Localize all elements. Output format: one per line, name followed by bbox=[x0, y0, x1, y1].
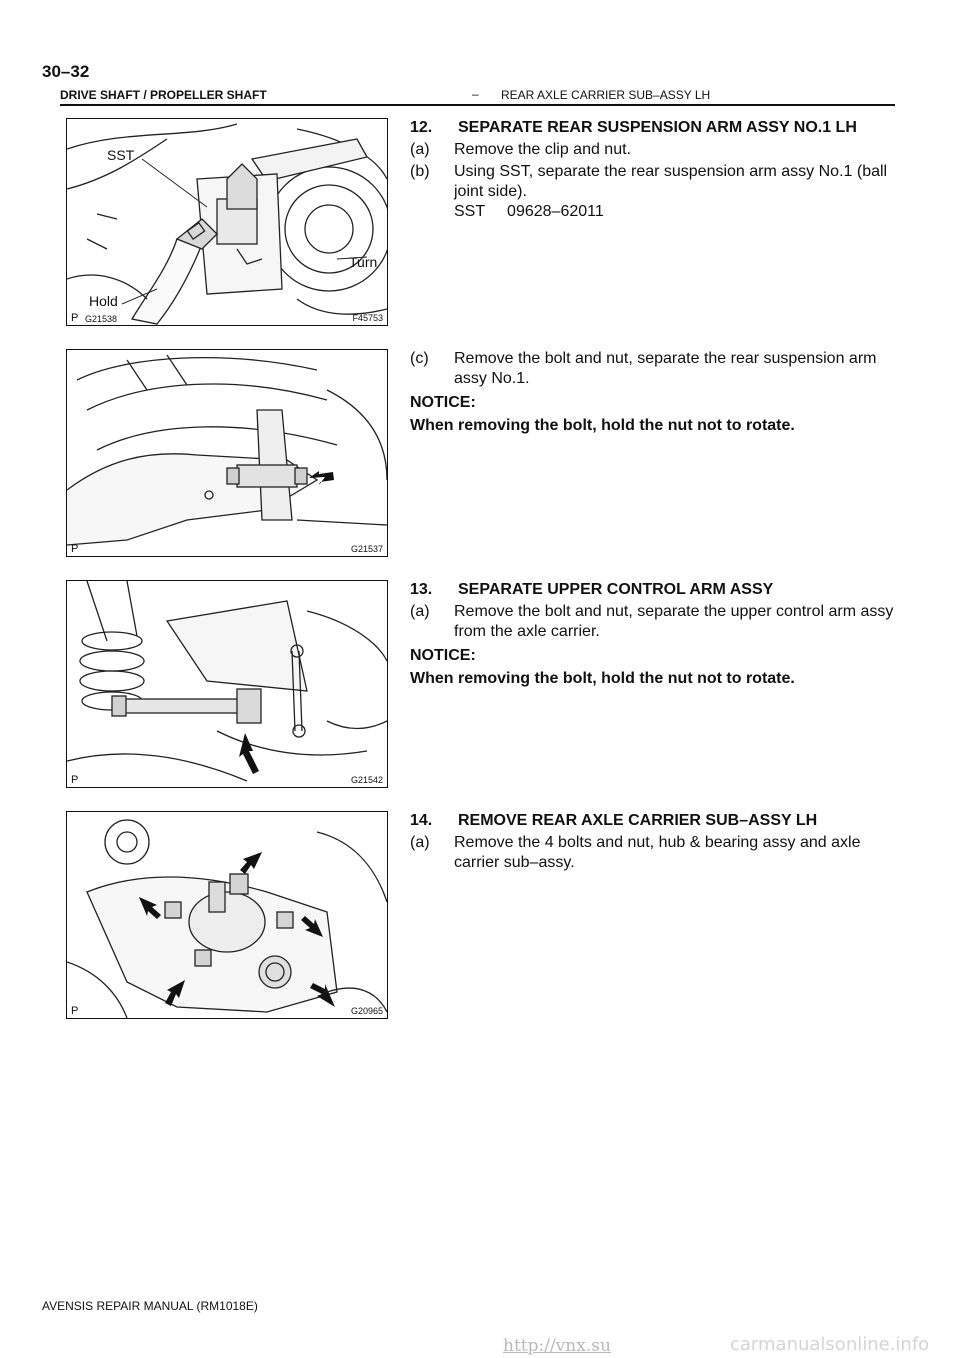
figure-code: G20965 bbox=[350, 1006, 383, 1016]
substep-text: Remove the clip and nut. bbox=[454, 141, 631, 158]
figure-sst-ball-joint bbox=[66, 118, 388, 326]
substep-label: (a) bbox=[410, 603, 430, 620]
label-hold: Hold bbox=[89, 293, 118, 309]
header-dash: – bbox=[472, 87, 479, 101]
page-footer: AVENSIS REPAIR MANUAL (RM1018E) bbox=[42, 1299, 258, 1313]
page-header bbox=[60, 86, 895, 106]
step-14-heading bbox=[410, 811, 896, 831]
label-sst: SST bbox=[107, 147, 135, 163]
illustration-bolt-suspension-arm bbox=[67, 350, 387, 556]
step-13-a bbox=[410, 602, 896, 642]
sst-number: SST 09628–62011 bbox=[454, 203, 604, 220]
substep-label: (c) bbox=[410, 350, 429, 367]
substep-label: (a) bbox=[410, 141, 430, 158]
watermark-link[interactable]: http://vnx.su bbox=[503, 1336, 611, 1356]
step-number: 14. bbox=[410, 812, 433, 829]
step-14-block bbox=[410, 811, 896, 873]
substep-label: (b) bbox=[410, 163, 430, 180]
figure-upper-control-arm bbox=[66, 580, 388, 788]
step-12-c bbox=[410, 349, 896, 389]
substep-text: Using SST, separate the rear suspension arm assy No.1 (ball joint side). bbox=[454, 163, 888, 200]
figure-bolt-suspension-arm bbox=[66, 349, 388, 557]
figure-p-mark: P bbox=[71, 774, 79, 786]
step-12-heading bbox=[410, 118, 896, 138]
substep-text: Remove the bolt and nut, separate the rear suspension arm assy No.1. bbox=[454, 350, 877, 387]
step-12-b bbox=[410, 162, 896, 222]
notice-heading: NOTICE: bbox=[410, 647, 476, 664]
substep-label: (a) bbox=[410, 834, 430, 851]
header-section: DRIVE SHAFT / PROPELLER SHAFT bbox=[60, 88, 267, 102]
step-12-continued bbox=[410, 349, 896, 436]
step-title: REMOVE REAR AXLE CARRIER SUB–ASSY LH bbox=[458, 812, 818, 829]
step-number: 12. bbox=[410, 119, 433, 136]
figure-secondary-code: G21538 bbox=[85, 314, 118, 324]
notice-heading: NOTICE: bbox=[410, 394, 476, 411]
figure-axle-carrier-bolts bbox=[66, 811, 388, 1019]
step-12-block bbox=[410, 118, 896, 222]
step-12-a bbox=[410, 140, 896, 160]
label-turn: Turn bbox=[349, 254, 378, 270]
page-number: 30–32 bbox=[42, 62, 90, 81]
notice-text: When removing the bolt, hold the nut not to rotate. bbox=[410, 670, 795, 687]
step-13-heading bbox=[410, 580, 896, 600]
figure-code: G21537 bbox=[350, 544, 383, 554]
step-14-a bbox=[410, 833, 896, 873]
illustration-upper-control-arm bbox=[67, 581, 387, 787]
header-subsection: REAR AXLE CARRIER SUB–ASSY LH bbox=[501, 88, 711, 102]
figure-code: F45753 bbox=[352, 313, 383, 323]
figure-p-mark: P bbox=[71, 543, 79, 555]
figure-p-mark: P bbox=[71, 312, 79, 324]
substep-text: Remove the bolt and nut, separate the upper control arm assy from the axle carrier. bbox=[454, 603, 894, 640]
figure-p-mark: P bbox=[71, 1005, 79, 1017]
step-13-block bbox=[410, 580, 896, 689]
step-number: 13. bbox=[410, 581, 433, 598]
step-title: SEPARATE REAR SUSPENSION ARM ASSY NO.1 LH bbox=[458, 119, 857, 136]
notice-text: When removing the bolt, hold the nut not to rotate. bbox=[410, 417, 795, 434]
figure-code: G21542 bbox=[350, 775, 383, 785]
illustration-axle-carrier-bolts bbox=[67, 812, 387, 1018]
watermark-site: carmanualsonline.info bbox=[730, 1334, 930, 1355]
step-title: SEPARATE UPPER CONTROL ARM ASSY bbox=[458, 581, 774, 598]
substep-text: Remove the 4 bolts and nut, hub & bearing assy and axle carrier sub–assy. bbox=[454, 834, 861, 871]
